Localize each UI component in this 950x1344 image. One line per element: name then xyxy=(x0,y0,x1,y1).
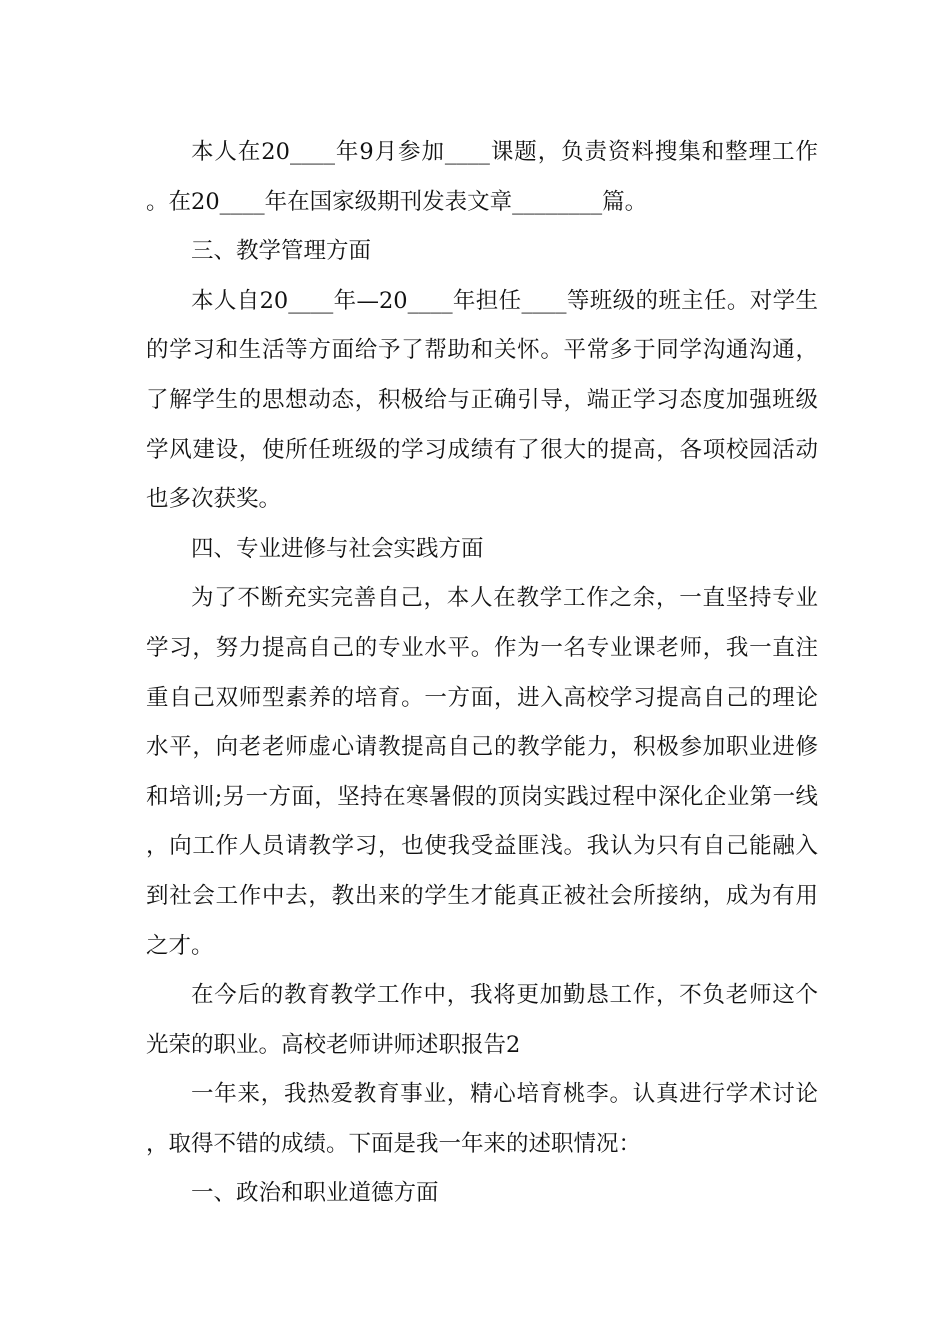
paragraph-class-teacher: 本人自20____年—20____年担任____等班级的班主任。对学生的学习和生活等方面给予了帮助和关怀。平常多于同学沟通沟通，了解学生的思想动态，积极给与正确引导，端正学习态度加强班级学风建设，使所任班级的学习成绩有了很大的提高，各项校园活动也多次获奖。 xyxy=(146,287,818,513)
section-heading-political-ethics: 一、政治和职业道德方面 xyxy=(191,1180,439,1207)
paragraph-research: 本人在20____年9月参加____课题，负责资料搜集和整理工作。在20____年在国家级期刊发表文章________篇。 xyxy=(146,139,818,215)
paragraph-report-intro: 一年来，我热爱教育事业，精心培育桃李。认真进行学术讨论，取得不错的成绩。下面是我一年来的述职情况： xyxy=(146,1081,818,1157)
paragraph-self-improvement: 为了不断充实完善自己，本人在教学工作之余，一直坚持专业学习，努力提高自己的专业水平。作为一名专业课老师，我一直注重自己双师型素养的培育。一方面，进入高校学习提高自己的理论水平，向老老师虚心请教提高自己的教学能力，积极参加职业进修和培训;另一方面，坚持在寒暑假的顶岗实践过程中深化企业第一线，向工作人员请教学习，也使我受益匪浅。我认为只有自己能融入到社会工作中去，教出来的学生才能真正被社会所接纳，成为有用之才。 xyxy=(146,585,818,959)
paragraph-future-commitment: 在今后的教育教学工作中，我将更加勤恳工作，不负老师这个光荣的职业。高校老师讲师述职报告2 xyxy=(146,982,818,1058)
document-body xyxy=(146,128,818,1219)
section-heading-teaching-management: 三、教学管理方面 xyxy=(191,238,372,265)
section-heading-professional-development: 四、专业进修与社会实践方面 xyxy=(191,535,484,562)
